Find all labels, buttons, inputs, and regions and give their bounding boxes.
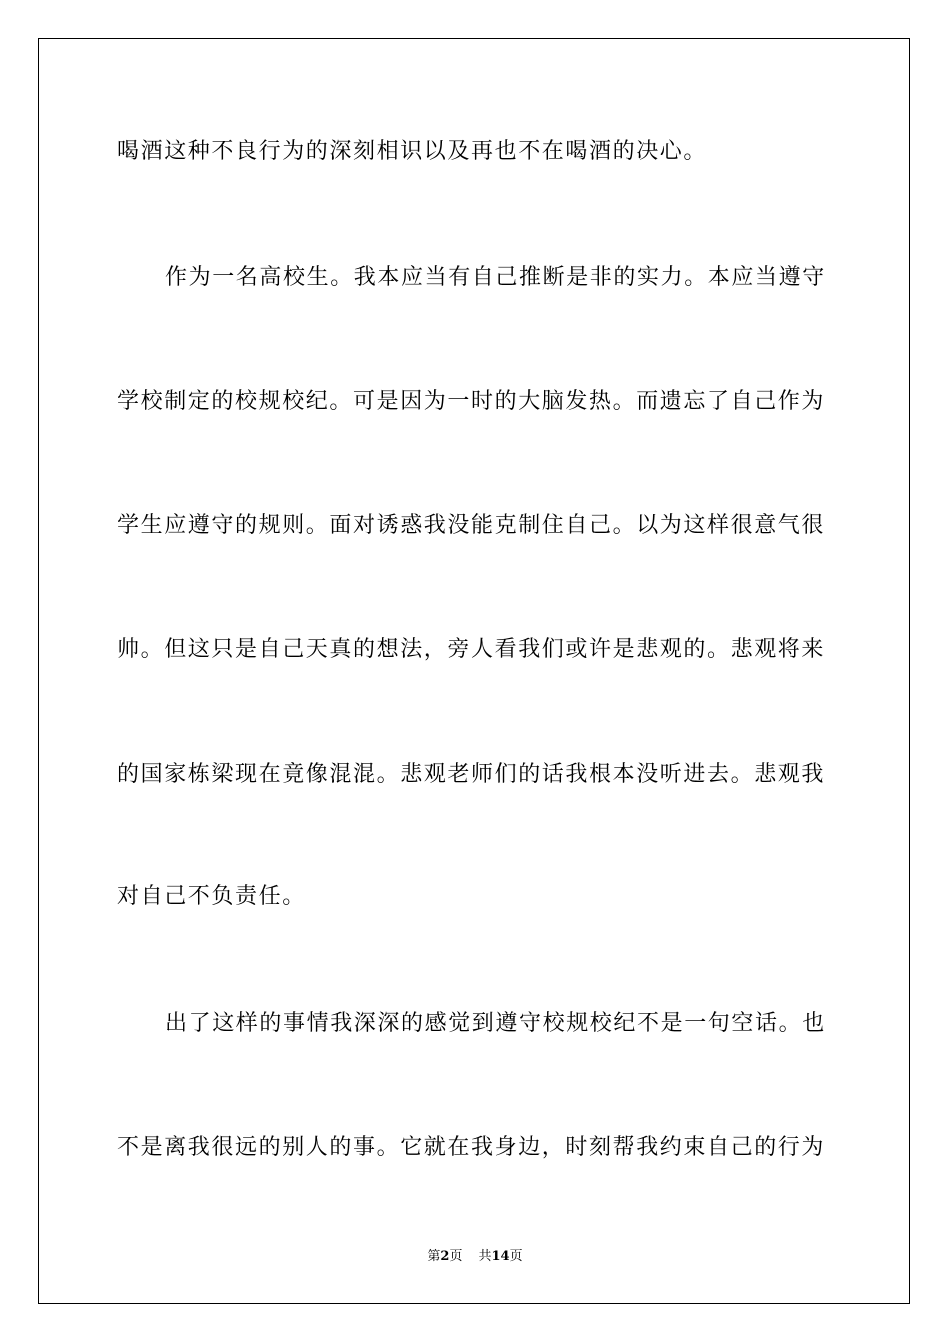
paragraph-line: 的国家栋梁现在竟像混混。悲观老师们的话我根本没听进去。悲观我	[117, 762, 826, 787]
total-prefix: 共	[478, 1249, 492, 1264]
total-pages: 14	[491, 1249, 510, 1264]
paragraph-line: 学校制定的校规校纪。可是因为一时的大脑发热。而遗忘了自己作为	[117, 389, 826, 414]
page-suffix: 页	[449, 1249, 463, 1264]
paragraph-line: 喝酒这种不良行为的深刻相识以及再也不在喝酒的决心。	[117, 139, 708, 164]
page-number: 2	[440, 1249, 450, 1264]
paragraph-line: 帅。但这只是自己天真的想法，旁人看我们或许是悲观的。悲观将来	[117, 637, 826, 662]
page-prefix: 第	[427, 1249, 441, 1264]
page-footer	[0, 1248, 950, 1266]
paragraph-line: 出了这样的事情我深深的感觉到遵守校规校纪不是一句空话。也	[165, 1011, 826, 1036]
paragraph-line: 学生应遵守的规则。面对诱惑我没能克制住自己。以为这样很意气很	[117, 513, 826, 538]
paragraph-line: 不是离我很远的别人的事。它就在我身边，时刻帮我约束自己的行为	[117, 1135, 826, 1160]
paragraph-line: 对自己不负责任。	[117, 884, 306, 909]
total-suffix: 页	[509, 1249, 523, 1264]
page-border	[38, 38, 910, 1304]
paragraph-line: 作为一名高校生。我本应当有自己推断是非的实力。本应当遵守	[165, 265, 826, 290]
